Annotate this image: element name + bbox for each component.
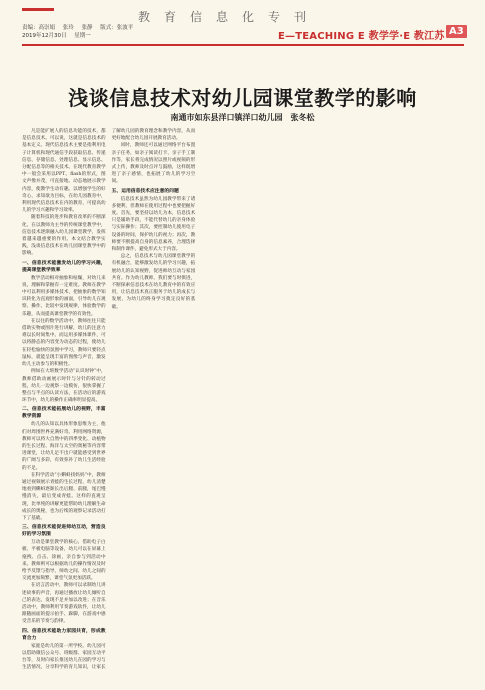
- body-paragraph: 凡是能扩展人的信息功能的技术，都是信息技术。可以说，这就是信息技术的基本定义。现代信息技术主要是指利用电子计算机和现代通信手段获取信息、传递信息、存储信息、处理信息、显示信息、分配信息等的相关技术。在现代教育教学中一般会采用以PPT、flash的形式，图文声像并茂，可直接地、动态地展示教学内容，使教学生动有趣。以增强学生的好奇心、求知欲为目标，在幼儿园教育中，利用现代信息技术在内的教育，可提高幼儿的学习兴趣和学习效率。: [22, 129, 106, 214]
- body-paragraph: 总之，信息技术与幼儿园课堂教学的有机融合，能够激发幼儿的学习兴趣，拓展幼儿的认知视野，促进师幼互动与家园共育。作为幼儿教师，我们要与时俱进，不断探索信息技术在幼儿教育中的有效应用，让信息技术真正服务于幼儿的成长与发展，为幼儿的终身学习奠定良好的基础。: [111, 254, 196, 310]
- body-paragraph: 随着科技的进步和教育改革的不断深化，在以教师为主导的传统课堂教学中，信息技术逐渐融入幼儿园课堂教学，发挥着越来越重要的作用。本文结合教学实践，浅谈信息技术在幼儿园课堂教学中的影响。: [22, 215, 106, 257]
- section-heading: 五、运用信息技术应注意的问题: [111, 188, 179, 194]
- body-paragraph: 数学活动相对抽象和枯燥，对幼儿来说，理解和掌握有一定难度。教师在教学中可以利用多媒体技术，把抽象的数学知识转化为直观形象的画面，引导幼儿在观察、操作、比较中发现规律，体验数学的乐趣，从而提高课堂教学的有效性。: [22, 275, 106, 317]
- body-paragraph: 在语言活动中，教师可以录制幼儿讲述故事的声音，再通过播放让幼儿倾听自己的表达，发现不足并加以改进；在音乐活动中，教师利用节奏游戏软件，让幼儿跟随画面的提示拍手、跺脚，在游戏中感受音乐的节奏与韵律。: [22, 583, 106, 625]
- masthead-accent-bar: [22, 8, 54, 11]
- page-number-badge: A3: [446, 25, 467, 38]
- body-paragraph: 同时，教师还可以通过网络平台布置亲子任务，如亲子阅读打卡、亲子手工制作等，家长将完成情况以照片或视频的形式上传，教师及时点评与鼓励，这样既增进了亲子感情，也拓展了幼儿的学习空间。: [111, 143, 196, 185]
- proofreader-credit: 张静: [81, 25, 93, 31]
- masthead-divider: [22, 44, 464, 46]
- body-paragraph: 例如在大班数学活动“认识时钟”中，教师借助动画展示时针与分针的转动过程，幼儿一边观察一边模仿，很快掌握了整点与半点的认读方法，在活动后的游戏环节中，幼儿的操作正确率明显提高。: [22, 369, 106, 404]
- body-paragraph: 信息技术虽然为幼儿园教学带来了诸多便利，但教师在使用过程中也要把握好度。首先，要坚持以幼儿为本，信息技术只是辅助手段，不能代替幼儿的亲身体验与实际操作；其次，要控制幼儿使用电子设备的时间，保护幼儿的视力；再次，教师要不断提高自身的信息素养，合理选择和制作课件，避免形式大于内容。: [111, 196, 196, 253]
- typesetter-credit: 张玲: [62, 25, 74, 31]
- article-body: [22, 128, 464, 680]
- article-headline: 浅谈信息技术对幼儿园课堂教学的影响: [68, 86, 417, 110]
- issue-date: 2019年12月30日: [22, 33, 67, 39]
- section-heading: 三、信息技术能促进师幼互动，营造良好的学习氛围: [22, 525, 106, 538]
- body-paragraph: 在以往的数学活动中，教师往往只能借助实物或图片进行讲解，幼儿的注意力难以长时间集中。而运用多媒体课件，可以将静态的内容变为动态的过程，使幼儿在轻松愉快的氛围中学习，教师只要轻点鼠标，就能呈现丰富的图像与声音，激发幼儿主动参与的积极性。: [22, 318, 106, 368]
- layout-credit: 版式：张波平: [100, 25, 134, 31]
- body-paragraph: 家庭是幼儿的第一所学校。幼儿园可以借助微信公众号、班级群、家园互动平台等，及时向家长推送幼儿在园的学习与生活情况，分享科学的育儿知识，让家长了解幼儿园的教育理念和教学内容，从而更好地配合幼儿园开展教育活动。: [22, 129, 196, 671]
- body-paragraph: 幼儿的认知以具体形象思维为主，他们对周围世界充满好奇。利用网络资源，教师可以将大自然中的四季变化、动植物的生长过程、海洋与太空的奥秘等内容带进课堂，让幼儿足不出户就能感受到世界的广阔与多彩，有效弥补了幼儿生活经验的不足。: [22, 422, 106, 471]
- body-paragraph: 互动是课堂教学的核心。借助电子白板、平板电脑等设备，幼儿可以在屏幕上拖拽、点击、涂画，亲自参与到活动中来。教师则可以根据幼儿的操作情况及时给予反馈与指导，师幼之间、幼儿之间的交流更加频繁，课堂气氛更加活跃。: [22, 540, 106, 582]
- editor-credit: 责编：高崇娟: [22, 25, 56, 31]
- section-heading: 二、信息技术能拓展幼儿的视野，丰富教学资源: [22, 407, 106, 420]
- section-heading: 一、信息技术能激发幼儿的学习兴趣，提高课堂教学效率: [22, 260, 106, 273]
- section-heading: 四、信息技术能助力家园共育，形成教育合力: [22, 628, 106, 641]
- section-brand: E—TEACHING E 教学学·E 教江苏: [278, 31, 445, 42]
- column-title: 教育信息化专刊: [137, 10, 320, 24]
- issue-weekday: 星期一: [74, 33, 91, 39]
- body-paragraph: 在科学活动“小蝌蚪找妈妈”中，教师通过视频展示青蛙的生长过程，幼儿清楚地看到蝌蚪逐渐长出后腿、前腿，尾巴慢慢消失，最后变成青蛙。这样的直观呈现，比单纯的讲解更能帮助幼儿理解生命成长的奥秘，也为后续的观察记录活动打下了基础。: [22, 472, 106, 521]
- article-byline: 南通市如东县洋口镇洋口幼儿园 张冬松: [170, 113, 315, 122]
- masthead-meta: [22, 24, 282, 40]
